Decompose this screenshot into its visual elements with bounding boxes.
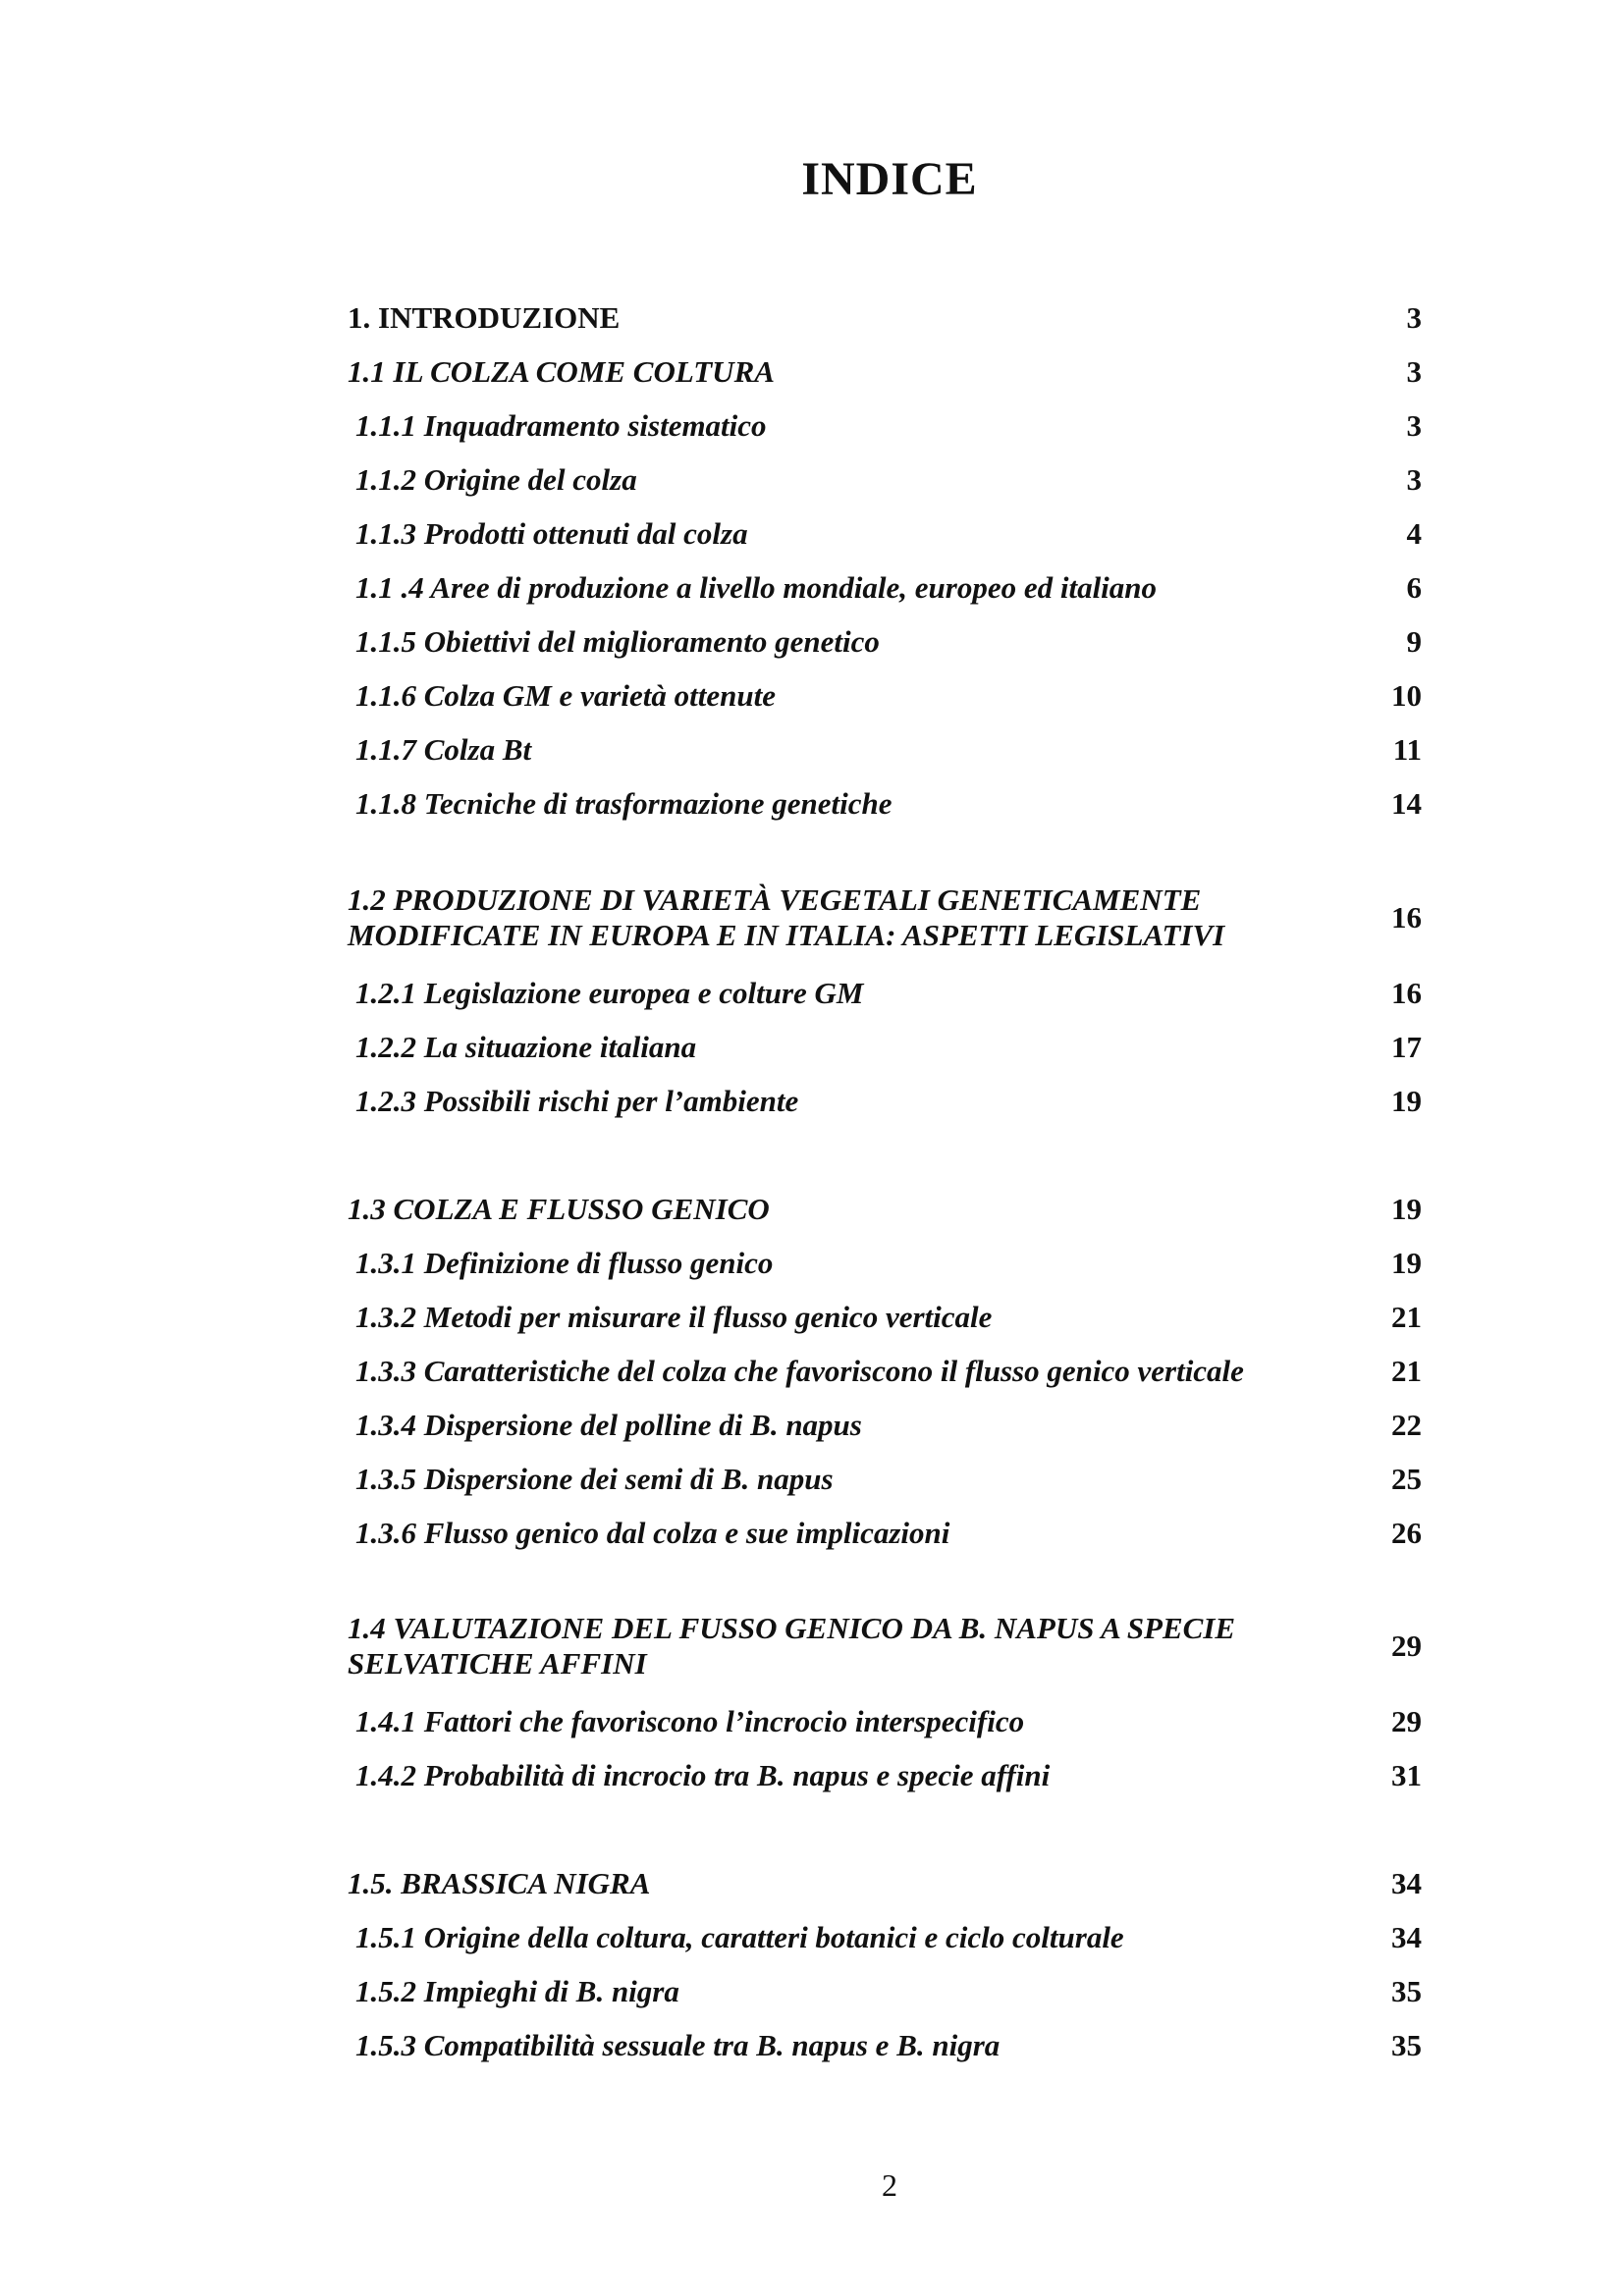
toc-entry-page: 9 — [1406, 624, 1422, 659]
toc-entry-page: 21 — [1391, 1300, 1422, 1334]
toc-entry-page: 3 — [1406, 300, 1422, 335]
toc-entry — [348, 1704, 1422, 1751]
toc-entry-label: 1.1.7 Colza Bt — [355, 732, 532, 767]
toc-entry — [348, 1974, 1422, 2021]
toc-entry — [348, 1300, 1422, 1347]
toc-entry-page: 35 — [1391, 1974, 1422, 2008]
toc-entry-label: 1.4.1 Fattori che favoriscono l’incrocio interspecifico — [355, 1704, 1025, 1738]
toc-entry — [348, 624, 1422, 671]
toc-entry-label: 1.2.3 Possibili rischi per l’ambiente — [355, 1084, 799, 1118]
toc-entry-page: 29 — [1391, 1629, 1422, 1663]
toc-entry-label: 1.2.1 Legislazione europea e colture GM — [355, 976, 864, 1010]
toc-entry-page: 19 — [1391, 1246, 1422, 1280]
toc-entry-label: 1.4.2 Probabilità di incrocio tra B. napus e specie affini — [355, 1758, 1051, 1792]
toc-entry-label: 1.5. BRASSICA NIGRA — [348, 1866, 651, 1900]
toc-entry — [348, 1030, 1422, 1077]
toc-entry-label: 1.1.5 Obiettivi del miglioramento genetico — [355, 624, 880, 659]
toc-entry — [348, 462, 1422, 509]
toc-entry-page: 16 — [1391, 976, 1422, 1010]
toc-entry — [348, 882, 1422, 961]
toc-entry — [348, 678, 1422, 725]
toc-entry — [348, 300, 1422, 347]
toc-entry — [348, 1192, 1422, 1239]
toc-entry-page: 14 — [1391, 786, 1422, 821]
toc-entry-label: 1.3.1 Definizione di flusso genico — [355, 1246, 774, 1280]
toc-entry-label: 1.4 VALUTAZIONE DEL FUSSO GENICO DA B. NAPUS A SPECIE SELVATICHE AFFINI — [348, 1611, 1236, 1681]
toc-entry-page: 34 — [1391, 1920, 1422, 1954]
toc-entry-page: 29 — [1391, 1704, 1422, 1738]
toc-entry-label: 1.3 COLZA E FLUSSO GENICO — [348, 1192, 770, 1226]
toc-entry — [348, 1246, 1422, 1293]
toc-entry-label: 1.3.2 Metodi per misurare il flusso genico verticale — [355, 1300, 993, 1334]
toc-entry — [348, 1866, 1422, 1913]
toc-entry-page: 4 — [1406, 516, 1422, 551]
page-title: INDICE — [801, 153, 978, 205]
toc-entry-label: 1.3.6 Flusso genico dal colza e sue implicazioni — [355, 1516, 950, 1550]
toc-entry — [348, 2028, 1422, 2075]
toc-entry — [348, 976, 1422, 1023]
toc-entry-label: 1.3.5 Dispersione dei semi di B. napus — [355, 1462, 834, 1496]
toc-entry-page: 3 — [1406, 462, 1422, 497]
page-number: 2 — [882, 2167, 897, 2203]
toc-entry — [348, 570, 1422, 617]
toc-entry-page: 21 — [1391, 1354, 1422, 1388]
toc-entry-page: 34 — [1391, 1866, 1422, 1900]
toc-entry-page: 3 — [1406, 354, 1422, 389]
toc-entry — [348, 1408, 1422, 1455]
toc-entry — [348, 516, 1422, 563]
toc-entry-label: 1.1 .4 Aree di produzione a livello mondiale, europeo ed italiano — [355, 570, 1158, 605]
toc-entry — [348, 1516, 1422, 1563]
toc-entry-page: 3 — [1406, 408, 1422, 443]
toc-entry-label: 1.1.1 Inquadramento sistematico — [355, 408, 767, 443]
toc-entry — [348, 1354, 1422, 1401]
toc-entry-page: 19 — [1391, 1192, 1422, 1226]
toc-entry — [348, 732, 1422, 779]
toc-entry — [348, 1758, 1422, 1805]
toc-entry-label: 1.5.2 Impieghi di B. nigra — [355, 1974, 679, 2008]
toc-entry — [348, 1084, 1422, 1131]
toc-entry-page: 31 — [1391, 1758, 1422, 1792]
toc-entry-page: 25 — [1391, 1462, 1422, 1496]
toc-entry-label: 1.1 IL COLZA COME COLTURA — [348, 354, 775, 389]
toc-entry — [348, 1462, 1422, 1509]
toc-entry-label: 1.1.3 Prodotti ottenuti dal colza — [355, 516, 748, 551]
toc-entry-label: 1.5.3 Compatibilità sessuale tra B. napus e B. nigra — [355, 2028, 1001, 2062]
toc-entry-page: 10 — [1391, 678, 1422, 713]
toc-entry-page: 16 — [1391, 900, 1422, 934]
toc-entry-label: 1.3.3 Caratteristiche del colza che favoriscono il flusso genico verticale — [355, 1354, 1244, 1388]
toc-entry-page: 22 — [1391, 1408, 1422, 1442]
toc-entry — [348, 1920, 1422, 1967]
toc-entry-label: 1.1.2 Origine del colza — [355, 462, 637, 497]
toc-entry-label: 1.2 PRODUZIONE DI VARIETÀ VEGETALI GENETICAMENTE MODIFICATE IN EUROPA E IN ITALIA: ASPETTI LEGISLATIVI — [348, 882, 1225, 952]
toc-entry-label: 1.2.2 La situazione italiana — [355, 1030, 697, 1064]
toc-entry — [348, 354, 1422, 401]
toc-entry-page: 19 — [1391, 1084, 1422, 1118]
toc-entry-label: 1.3.4 Dispersione del polline di B. napus — [355, 1408, 862, 1442]
toc-entry — [348, 408, 1422, 455]
toc-entry-page: 17 — [1391, 1030, 1422, 1064]
toc-entry — [348, 786, 1422, 833]
toc-entry — [348, 1611, 1422, 1689]
toc-entry-page: 35 — [1391, 2028, 1422, 2062]
toc-entry-page: 26 — [1391, 1516, 1422, 1550]
toc-entry-label: 1. INTRODUZIONE — [348, 300, 621, 335]
toc-entry-page: 6 — [1406, 570, 1422, 605]
toc-entry-label: 1.1.6 Colza GM e varietà ottenute — [355, 678, 776, 713]
toc-entry-label: 1.5.1 Origine della coltura, caratteri botanici e ciclo colturale — [355, 1920, 1124, 1954]
toc-entry-page: 11 — [1392, 732, 1422, 767]
toc-entry-label: 1.1.8 Tecniche di trasformazione genetiche — [355, 786, 893, 821]
